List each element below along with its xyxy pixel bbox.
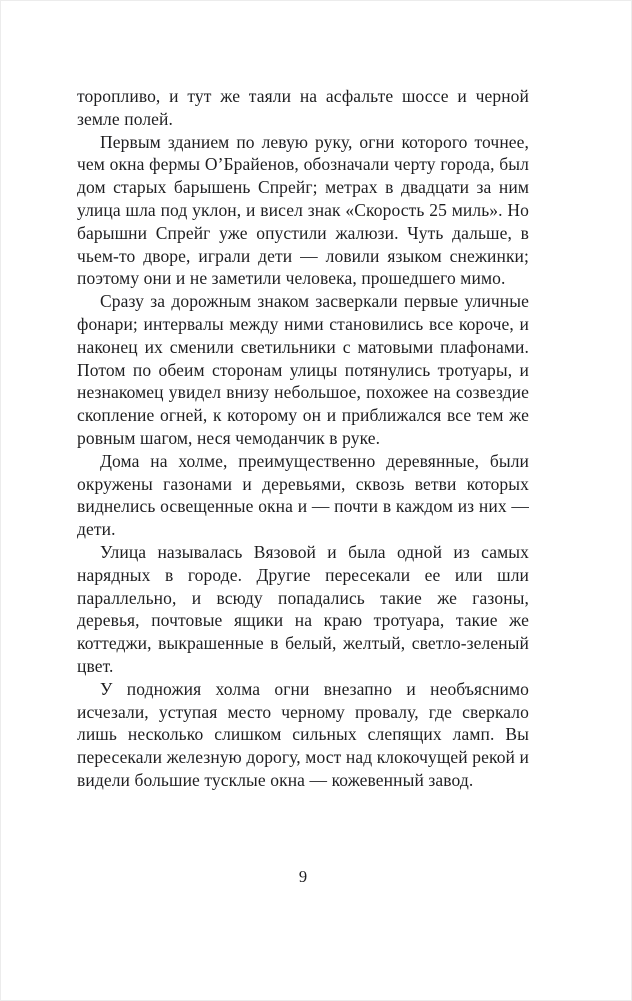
page-text-block	[77, 85, 529, 792]
paragraph: торопливо, и тут же таяли на асфальте шоссе и черной земле полей.	[77, 86, 529, 129]
paragraph: Сразу за дорожным знаком засверкали первые уличные фонари; интервалы между ними становились все короче, и наконец их сменили светильники с матовыми плафонами. Потом по обеим сторонам улицы потянулись тротуары, и незнакомец увидел внизу небольшое, похожее на созвездие скопление огней, к которому он и приближался все тем же ровным шагом, неся чемоданчик в руке.	[77, 291, 529, 448]
book-page	[1, 1, 631, 1000]
paragraph: Улица называлась Вязовой и была одной из самых нарядных в городе. Другие пересекали ее или шли параллельно, и всюду попадались такие же газоны, деревья, почтовые ящики на краю тротуара, такие же коттеджи, выкрашенные в белый, желтый, светло-зеленый цвет.	[77, 541, 529, 676]
paragraph: Дома на холме, преимущественно деревянные, были окружены газонами и деревьями, сквозь ветви которых виднелись освещенные окна и — почти в каждом из них — дети.	[77, 450, 529, 540]
paragraph: У подножия холма огни внезапно и необъяснимо исчезали, уступая место черному провалу, где сверкало лишь несколько слишком сильных слепящих ламп. Вы пересекали железную дорогу, мост над клокочущей рекой и видели большие тусклые окна — кожевенный завод.	[77, 678, 529, 790]
paragraph: Первым зданием по левую руку, огни которого точнее, чем окна фермы О’Брайенов, обозначали черту города, был дом старых барышень Спрейг; метрах в двадцати за ним улица шла под уклон, и висел знак «Скорость 25 миль». Но барышни Спрейг уже опустили жалюзи. Чуть дальше, в чьем-то дворе, играли дети — ловили языком снежинки; поэтому они и не заметили человека, прошедшего мимо.	[77, 131, 529, 289]
page-number: 9	[298, 867, 308, 886]
